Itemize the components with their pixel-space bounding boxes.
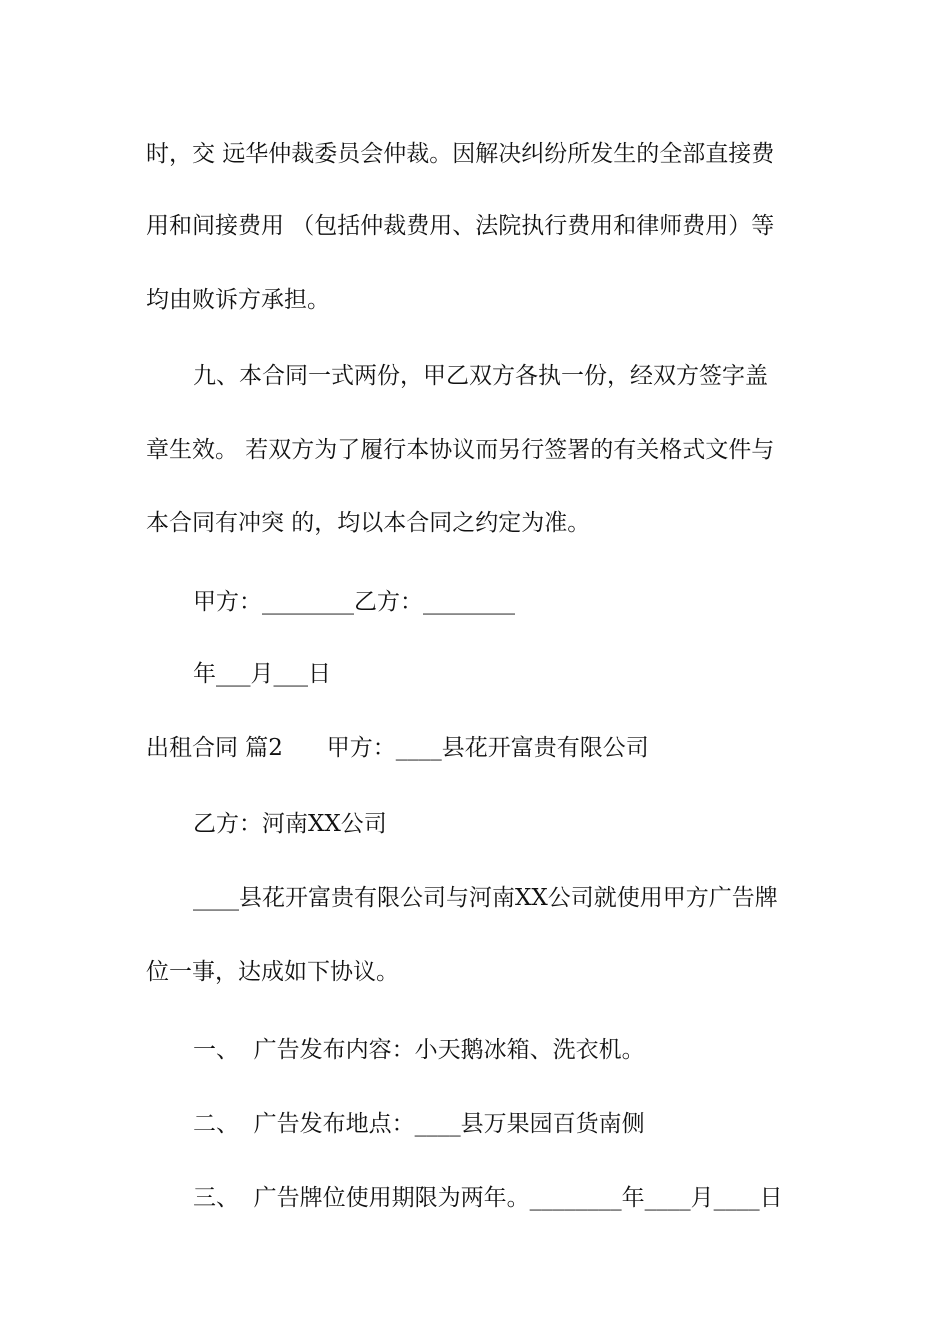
- paragraph-line: 位一事，达成如下协议。: [146, 959, 399, 985]
- paragraph-line: 章生效。 若双方为了履行本协议而另行签署的有关格式文件与: [146, 437, 775, 463]
- section-heading-line: 出租合同 篇2 甲方：____县花开富贵有限公司: [146, 735, 649, 761]
- paragraph-line: 用和间接费用 （包括仲裁费用、法院执行费用和律师费用）等: [146, 213, 775, 239]
- paragraph-line: 均由败诉方承担。: [146, 287, 330, 313]
- date-line: 年___月___日: [193, 661, 331, 687]
- paragraph-line: ____县花开富贵有限公司与河南XX公司就使用甲方广告牌: [193, 885, 778, 911]
- clause-two-line: 二、 广告发布地点：____县万果园百货南侧: [193, 1111, 645, 1137]
- clause-three-line: 三、 广告牌位使用期限为两年。________年____月____日: [193, 1185, 783, 1211]
- paragraph-line: 时，交 远华仲裁委员会仲裁。因解决纠纷所发生的全部直接费: [146, 141, 775, 167]
- party-b-line: 乙方：河南XX公司: [193, 811, 387, 837]
- clause-nine-line: 九、本合同一式两份，甲乙双方各执一份，经双方签字盖: [193, 363, 768, 389]
- paragraph-line: 本合同有冲突 的，均以本合同之约定为准。: [146, 510, 591, 536]
- clause-one-line: 一、 广告发布内容：小天鹅冰箱、洗衣机。: [193, 1037, 645, 1063]
- signature-line: 甲方：________乙方：________: [193, 589, 515, 615]
